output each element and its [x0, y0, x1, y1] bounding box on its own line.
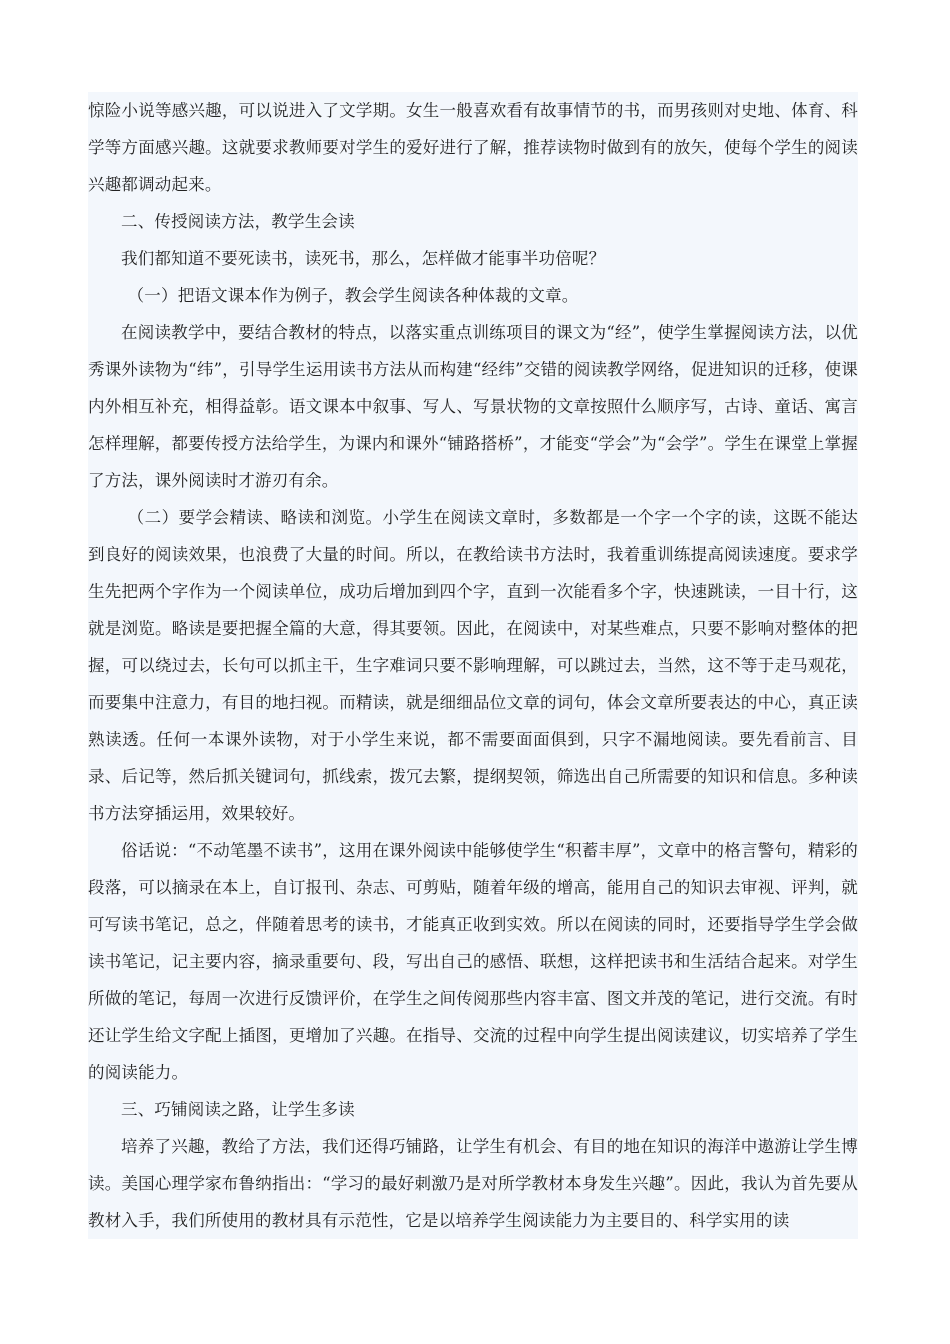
section-heading-2: 二、传授阅读方法，教学生会读: [121, 212, 355, 231]
paragraph: 俗话说：“不动笔墨不读书”，这用在课外阅读中能够使学生“积蓄丰厚”，文章中的格言警句，精彩的段落，可以摘录在本上，自订报刊、杂志、可剪贴，随着年级的增高，能用自己的知识去审视、评判，就可写读书笔记，总之，伴随着思考的读书，才能真正收到实效。所以在阅读的同时，还要指导学生学会做读书笔记，记主要内容，摘录重要句、段，写出自己的感悟、联想，这样把读书和生活结合起来。对学生所做的笔记，每周一次进行反馈评价，在学生之间传阅那些内容丰富、图文并茂的笔记，进行交流。有时还让学生给文字配上插图，更增加了兴趣。在指导、交流的过程中向学生提出阅读建议，切实培养了学生的阅读能力。: [88, 841, 858, 1082]
subsection-heading-1: （一）把语文课本作为例子，教会学生阅读各种体裁的文章。: [127, 286, 579, 305]
paragraph: 培养了兴趣，教给了方法，我们还得巧铺路，让学生有机会、有目的地在知识的海洋中遨游让学生博读。美国心理学家布鲁纳指出：“学习的最好刺激乃是对所学教材本身发生兴趣”。因此，我认为首先要从教材入手，我们所使用的教材具有示范性，它是以培养学生阅读能力为主要目的、科学实用的读: [88, 1137, 858, 1230]
paragraph: 在阅读教学中，要结合教材的特点，以落实重点训练项目的课文为“经”，使学生掌握阅读方法，以优秀课外读物为“纬”，引导学生运用读书方法从而构建“经纬”交错的阅读教学网络，促进知识的迁移，使课内外相互补充，相得益彰。语文课本中叙事、写人、写景状物的文章按照什么顺序写，古诗、童话、寓言怎样理解，都要传授方法给学生，为课内和课外“铺路搭桥”，才能变“学会”为“会学”。学生在课堂上掌握了方法，课外阅读时才游刃有余。: [88, 323, 858, 490]
paragraph-continuation: 惊险小说等感兴趣，可以说进入了文学期。女生一般喜欢看有故事情节的书，而男孩则对史地、体育、科学等方面感兴趣。这就要求教师要对学生的爱好进行了解，推荐读物时做到有的放矢，使每个学生的阅读兴趣都调动起来。: [88, 101, 858, 194]
paragraph: 我们都知道不要死读书，读死书，那么，怎样做才能事半功倍呢？: [121, 249, 606, 268]
document-body: [88, 92, 858, 1239]
section-heading-3: 三、巧铺阅读之路，让学生多读: [121, 1100, 355, 1119]
subsection-paragraph-2: （二）要学会精读、略读和浏览。小学生在阅读文章时，多数都是一个字一个字的读，这既不能达到良好的阅读效果，也浪费了大量的时间。所以，在教给读书方法时，我着重训练提高阅读速度。要求学生先把两个字作为一个阅读单位，成功后增加到四个字，直到一次能看多个字，快速跳读，一目十行，这就是浏览。略读是要把握全篇的大意，得其要领。因此，在阅读中，对某些难点，只要不影响对整体的把握，可以绕过去，长句可以抓主干，生字难词只要不影响理解，可以跳过去，当然，这不等于走马观花，而要集中注意力，有目的地扫视。而精读，就是细细品位文章的词句，体会文章所要表达的中心，真正读熟读透。任何一本课外读物，对于小学生来说，都不需要面面俱到，只字不漏地阅读。要先看前言、目录、后记等，然后抓关键词句，抓线索，拨冗去繁，提纲契领，筛选出自己所需要的知识和信息。多种读书方法穿插运用，效果较好。: [88, 508, 858, 823]
